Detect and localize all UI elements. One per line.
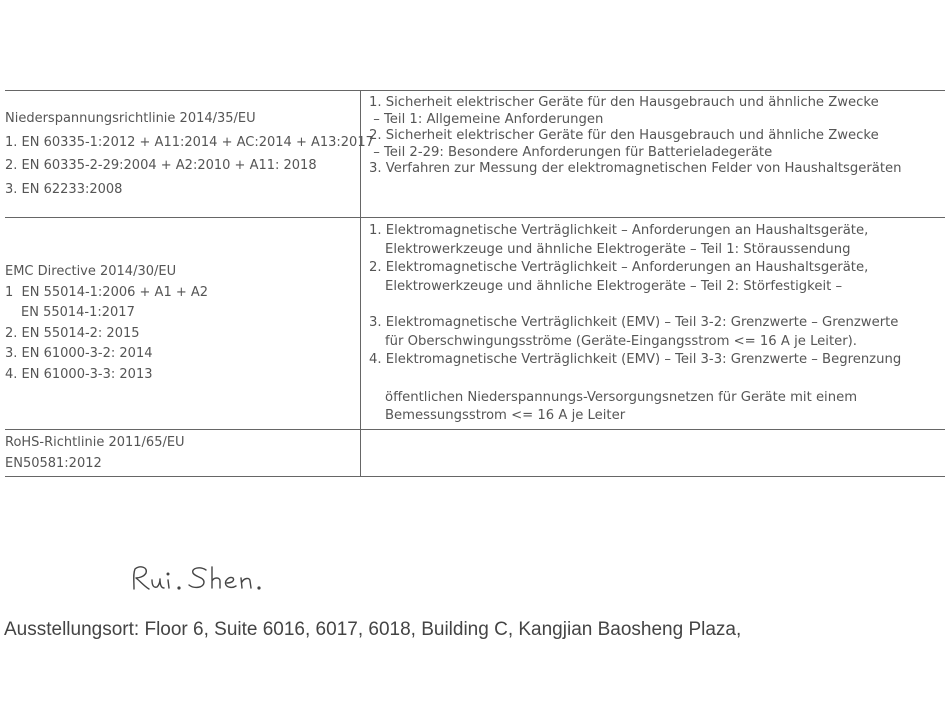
description-line: – Teil 2-29: Besondere Anforderungen für Batterieladegeräte <box>369 144 773 160</box>
spacer <box>369 370 945 389</box>
directive-title: RoHS-Richtlinie 2011/65/EU <box>5 435 185 450</box>
directive-title: EMC Directive 2014/30/EU <box>5 264 177 279</box>
table-row <box>5 218 945 430</box>
description-line: öffentlichen Niederspannungs-Versorgungsnetzen für Geräte mit einem <box>385 389 858 405</box>
description-line: – Teil 1: Allgemeine Anforderungen <box>369 111 604 127</box>
description-line: Bemessungsstrom <= 16 A je Leiter <box>385 408 626 423</box>
description-line: für Oberschwingungsströme (Geräte-Eingangsstrom <= 16 A je Leiter). <box>385 333 857 349</box>
standard-item: EN 55014-1:2017 <box>21 305 135 320</box>
directive-cell <box>5 218 361 429</box>
description-line: 3. Verfahren zur Messung der elektromagnetischen Felder von Haushaltsgeräten <box>369 161 902 176</box>
standard-item: 2. EN 60335-2-29:2004 + A2:2010 + A11: 2018 <box>5 158 317 173</box>
description-line: 1. Elektromagnetische Verträglichkeit – Anforderungen an Haushaltsgeräte, <box>369 223 869 238</box>
table-row <box>5 90 945 218</box>
table-row <box>5 430 945 477</box>
directive-cell <box>5 430 361 476</box>
description-line: 4. Elektromagnetische Verträglichkeit (EMV) – Teil 3-3: Grenzwerte – Begrenzung <box>369 352 902 367</box>
directive-title: Niederspannungsrichtlinie 2014/35/EU <box>5 111 256 126</box>
description-cell <box>361 430 945 476</box>
standard-item: 1 EN 55014-1:2006 + A1 + A2 <box>5 284 209 300</box>
description-line: 2. Sicherheit elektrischer Geräte für den Hausgebrauch und ähnliche Zwecke <box>369 128 879 143</box>
standard-item: EN50581:2012 <box>5 455 102 471</box>
description-cell <box>361 91 945 217</box>
description-line: Elektrowerkzeuge und ähnliche Elektrogeräte – Teil 2: Störfestigkeit – <box>385 278 843 294</box>
description-line: 2. Elektromagnetische Verträglichkeit – Anforderungen an Haushaltsgeräte, <box>369 260 869 275</box>
standards-table <box>5 90 945 477</box>
standard-item: 3. EN 61000-3-2: 2014 <box>5 346 153 361</box>
standard-item: 4. EN 61000-3-3: 2013 <box>5 366 153 382</box>
standard-item: 2. EN 55014-2: 2015 <box>5 325 140 341</box>
description-line: Elektrowerkzeuge und ähnliche Elektrogeräte – Teil 1: Störaussendung <box>385 241 851 257</box>
place-of-issue: Ausstellungsort: Floor 6, Suite 6016, 6017, 6018, Building C, Kangjian Baosheng Plaza, <box>4 619 742 640</box>
standard-item: 1. EN 60335-1:2012 + A11:2014 + AC:2014 + A13:2017 <box>5 134 374 150</box>
standard-item: 3. EN 62233:2008 <box>5 181 123 197</box>
spacer <box>369 296 945 314</box>
signature <box>128 560 293 604</box>
description-line: 3. Elektromagnetische Verträglichkeit (EMV) – Teil 3-2: Grenzwerte – Grenzwerte <box>369 315 899 330</box>
signature-image <box>128 560 293 600</box>
description-cell <box>361 218 945 429</box>
description-line: 1. Sicherheit elektrischer Geräte für den Hausgebrauch und ähnliche Zwecke <box>369 95 879 110</box>
directive-cell <box>5 91 374 217</box>
